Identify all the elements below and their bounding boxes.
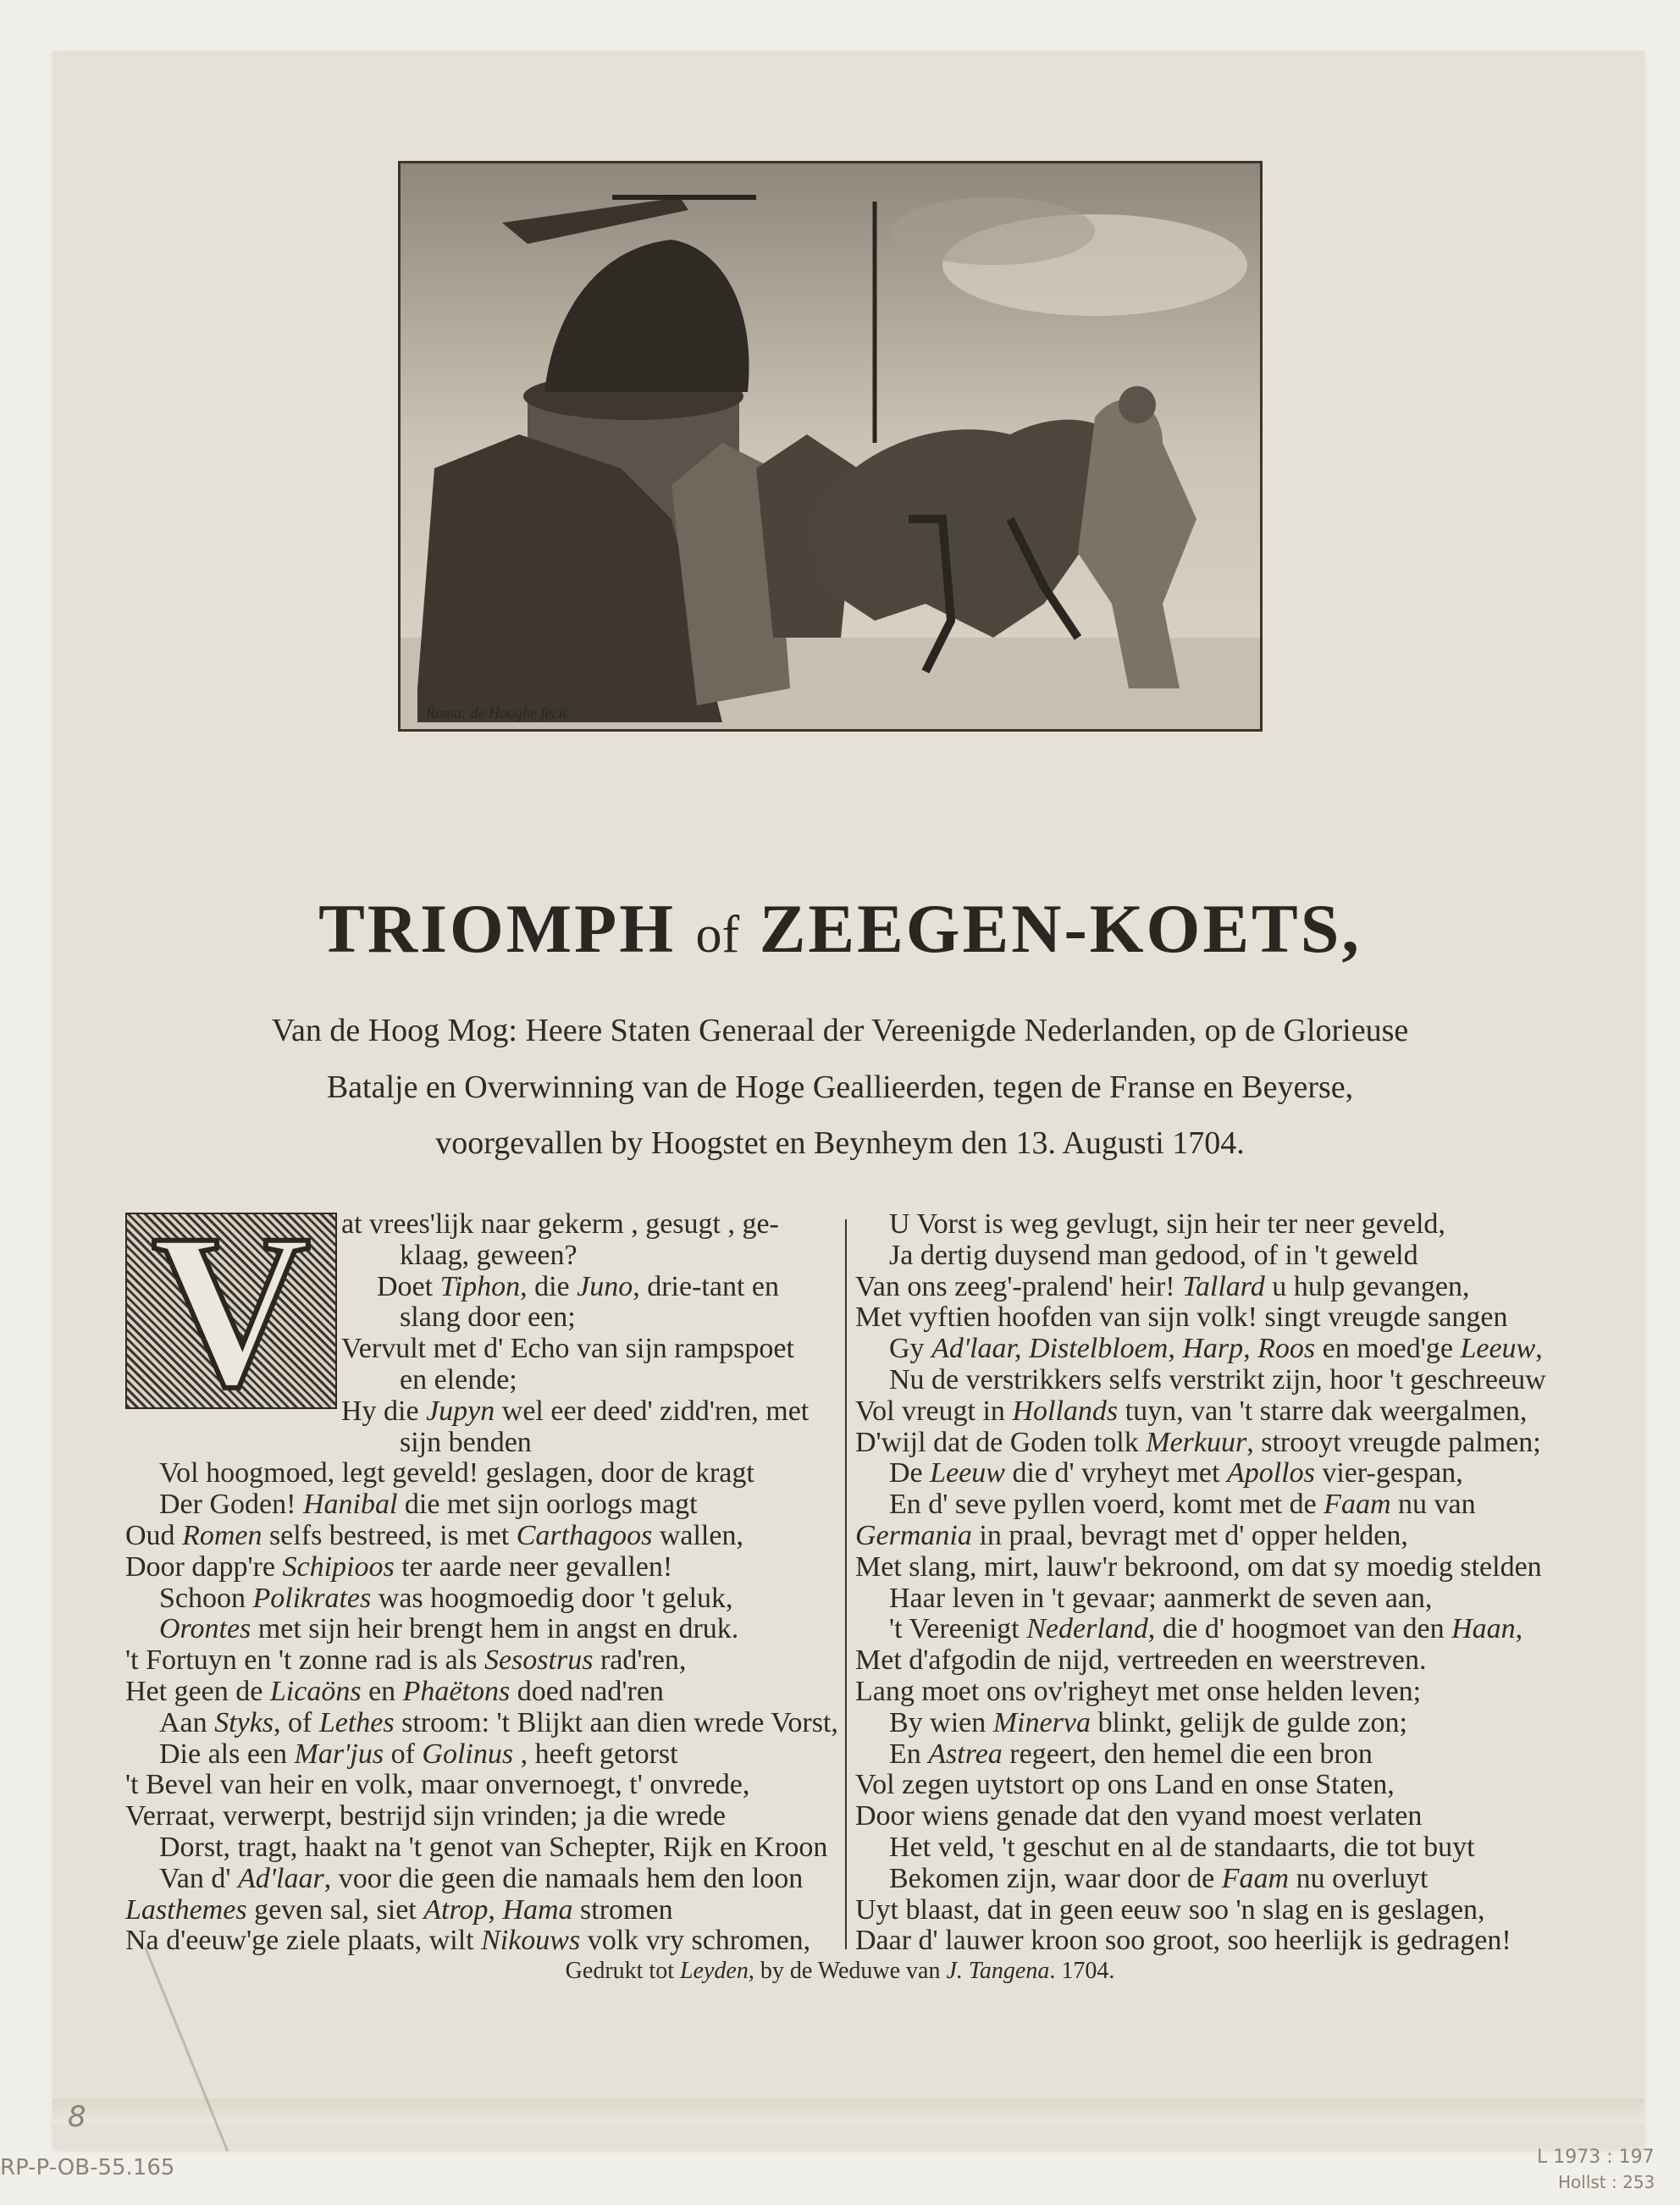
poem-line [125,1583,845,1615]
poem-text: Gy [889,1333,932,1365]
poem-text: Daar d' lauwer kroon soo groot, soo heerlijk is gedragen! [855,1925,1511,1957]
poem-name-italic: Polikrates [252,1582,372,1614]
poem-text: U Vorst is weg gevlugt, sijn heir ter neer geveld, [889,1208,1445,1240]
poem-line [855,1708,1575,1739]
poem-name-italic: Carthagoos [516,1519,653,1551]
poem-line [125,1895,845,1926]
poem-line [125,1614,845,1645]
poem-text: geven sal, siet [246,1893,424,1926]
pencil-mark: 8 [68,2100,86,2134]
poem-text: By wien [889,1706,993,1738]
column-divider [845,1219,847,1949]
poem-text: wel eer deed' zidd'ren, met [495,1395,810,1427]
poem-text: en moed'ge [1315,1333,1461,1365]
poem-line [125,1801,845,1832]
poem-name-italic: Schipioos [282,1550,395,1583]
poem-line [125,1365,845,1396]
poem-text: , of [274,1706,319,1738]
poem-name-italic: Golinus [422,1738,514,1770]
poem-text: Door dapp're [125,1550,283,1583]
poem-text: Lang moet ons ov'righeyt met onse helden leven; [855,1675,1422,1707]
poem-line [855,1272,1575,1303]
poem-text: blinkt, gelijk de gulde zon; [1090,1706,1407,1738]
poem-text: tuyn, van 't starre dak weergalmen, [1118,1395,1528,1427]
poem-line [125,1302,845,1334]
poem-line [855,1832,1575,1864]
imprint [0,1958,1680,1985]
engraving-triumphal-chariot [398,161,1263,732]
poem-line [125,1677,845,1708]
poem-line [855,1428,1575,1459]
poem-line [125,1832,845,1864]
poem-text: en [361,1675,403,1707]
poem-name-italic: Leeuw [930,1457,1005,1489]
poem-text: doed nad'ren [510,1675,664,1707]
poem-text: rad'ren, [593,1644,687,1677]
poem-text: En d' seve pyllen voerd, komt met de [889,1489,1324,1521]
subtitle-line: Batalje en Overwinning van de Hoge Geallieerden, tegen de Franse en Beyerse, [326,1069,1354,1105]
poem-text: Met d'afgodin de nijd, vertreeden en weerstreven. [855,1644,1427,1677]
poem-name-italic: Licaöns [269,1675,362,1707]
poem-text: , [488,1893,503,1926]
poem-text: at vrees'lijk naar gekerm , gesugt , ge- [341,1208,779,1240]
poem-name-italic: Apollos [1226,1457,1315,1489]
poem-text: 't Vereenigt [889,1613,1027,1645]
poem-text: nu van [1390,1489,1476,1521]
poem-text: , die d' hoogmoet van den [1147,1613,1452,1645]
poem-line [125,1770,845,1801]
poem-line [125,1864,845,1895]
poem-line [855,1739,1575,1771]
poem-line [125,1926,845,1957]
engraver-signature: Roma: de Hooghe fecit [426,705,567,721]
poem-line [855,1489,1575,1521]
poem-text: Bekomen zijn, waar door de [889,1862,1222,1894]
poem-text: was hoogmoedig door 't geluk, [371,1582,733,1614]
poem-text: , heeft getorst [513,1738,678,1770]
poem-column-left [125,1189,845,1957]
poem-text: Der Goden! [159,1489,303,1521]
poem-name-italic: Mar'jus [294,1738,384,1770]
poem-text: in praal, bevragt met d' opper helden, [971,1519,1408,1551]
inventory-note: Hollst : 253 [1558,2172,1655,2192]
poem-text: Vol zegen uytstort op ons Land en onse Staten, [855,1769,1395,1801]
poem-name-italic: Leeuw [1460,1333,1536,1365]
poem-text: ter aarde neer gevallen! [394,1550,673,1583]
poem-text: Dorst, tragt, haakt na 't genot van Schepter, Rijk en Kroon [159,1831,828,1863]
poem-line [855,1365,1575,1396]
poem-line [125,1708,845,1739]
subtitle-line: voorgevallen by Hoogstet en Beynheym den 13. Augusti 1704. [435,1125,1245,1161]
poem-line [125,1241,845,1272]
poem-line [855,1209,1575,1241]
poem-text: of [384,1738,423,1770]
poem-line [855,1614,1575,1645]
poem-text: klaag, geween? [400,1239,578,1271]
poem-line [855,1302,1575,1334]
poem-text: 't Bevel van heir en volk, maar onvernoegt, t' onvrede, [125,1769,750,1801]
poem-text: Met slang, mirt, lauw'r bekroond, om dat sy moedig stelden [855,1550,1542,1583]
poem-line [855,1677,1575,1708]
poem-text: volk vry schromen, [580,1925,811,1957]
poem-name-italic: Jupyn [426,1395,495,1427]
poem-text: Na d'eeuw'ge ziele plaats, wilt [125,1925,482,1957]
poem-name-italic: Nederland [1026,1613,1148,1645]
poem-name-italic: Nikouws [481,1925,581,1957]
poem-text: En [889,1738,929,1770]
imprint-year: . 1704. [1049,1958,1115,1984]
poem-name-italic: Faam [1221,1862,1290,1894]
poem-line [125,1272,845,1303]
poem-name-italic: Hanibal [302,1489,398,1521]
poem-text: 't Fortuyn en 't zonne rad is als [125,1644,484,1677]
poem-name-italic: Lethes [318,1706,395,1738]
poem-name-italic: Sesostrus [484,1644,594,1677]
poem-text: die met sijn oorlogs magt [397,1489,698,1521]
poem-text: Ja dertig duysend man gedood, of in 't geweld [889,1239,1418,1271]
poem-text: u hulp gevangen, [1264,1270,1470,1302]
poem-name-italic: Hama [502,1893,573,1926]
inventory-note: L 1973 : 197 [1537,2147,1655,2168]
poem-line [855,1895,1575,1926]
poem-name-italic: Romen [182,1519,262,1551]
poem-name-italic: Lasthemes [125,1893,247,1926]
poem-text: Vol vreugt in [855,1395,1013,1427]
poem-text: regeert, den hemel die een bron [1002,1738,1373,1770]
imprint-text: Gedrukt tot [565,1958,680,1984]
poem-name-italic: Minerva [992,1706,1091,1738]
poem-name-italic: Ad'laar [238,1862,324,1894]
poem-name-italic: Merkuur [1146,1426,1247,1458]
poem-line [855,1583,1575,1615]
poem-text: Door wiens genade dat den vyand moest verlaten [855,1800,1423,1832]
title-word: TRIOMPH [318,890,677,967]
poem-text: sijn benden [400,1426,532,1458]
poem-name-italic: Styks [214,1706,274,1738]
poem-name-italic: Astrea [928,1738,1003,1770]
poem-name-italic: Faam [1324,1489,1391,1521]
poem-text: stromen [572,1893,673,1926]
poem-name-italic: Tallard [1182,1270,1265,1302]
title-word: ZEEGEN-KOETS, [759,890,1362,967]
subtitle-line: Van de Hoog Mog: Heere Staten Generaal der Vereenigde Nederlanden, op de Glorieuse [271,1013,1409,1048]
poem-text: Haar leven in 't gevaar; aanmerkt de seven aan, [889,1582,1433,1614]
poem-name-italic: Hollands [1012,1395,1119,1427]
poem-text: Doet [377,1270,440,1302]
poem-name-italic: Ad'laar, Distelbloem, Harp, Roos [931,1333,1316,1365]
poem-text: , voor die geen die namaals hem den loon [323,1862,804,1894]
poem-text: Van d' [159,1862,239,1894]
poem-line [855,1521,1575,1552]
page-title [0,889,1680,969]
poem-text: Aan [159,1706,215,1738]
poem-text: Die als een [159,1738,295,1770]
poem-text: die d' vryheyt met [1004,1457,1227,1489]
poem-text: Vervult met d' Echo van sijn rampspoet [341,1333,794,1365]
imprint-text: , by de Weduwe van [748,1958,947,1984]
poem-name-italic: Atrop [423,1893,489,1926]
paper-fold [52,2098,1644,2124]
poem-text: Nu de verstrikkers selfs verstrikt zijn, hoor 't geschreeuw [889,1363,1546,1395]
poem-name-italic: Haan [1451,1613,1516,1645]
poem-line [125,1334,845,1365]
poem-text: Van ons zeeg'-pralend' heir! [855,1270,1183,1302]
poem-text: Het geen de [125,1675,270,1707]
poem-line [125,1552,845,1583]
poem-line [855,1396,1575,1428]
poem-text: , strooyt vreugde palmen; [1246,1426,1541,1458]
initial-letter: V [152,1189,311,1433]
poem-text: D'wijl dat de Goden tolk [855,1426,1147,1458]
title-word: of [695,906,740,964]
inventory-number: RP-P-OB-55.165 [0,2155,175,2180]
poem-line [125,1645,845,1677]
poem-text: met sijn heir brengt hem in angst en druk. [251,1613,739,1645]
poem-text: stroom: 't Blijkt aan dien wrede Vorst, [394,1706,838,1738]
poem-text: Oud [125,1519,183,1551]
poem-text: , [1515,1613,1523,1645]
poem-line [125,1458,845,1489]
poem-name-italic: Tiphon [439,1270,521,1302]
poem-line [855,1458,1575,1489]
poem-line [855,1926,1575,1957]
poem-name-italic: Orontes [159,1613,251,1645]
imprint-printer: J. Tangena [946,1958,1050,1984]
poem-line [855,1770,1575,1801]
poem-line [125,1521,845,1552]
poem-text: wallen, [652,1519,743,1551]
poem-text: Uyt blaast, dat in geen eeuw soo 'n slag en is geslagen, [855,1893,1485,1926]
poem-text: , drie-tant en [633,1270,779,1302]
poem-text: Hy die [341,1395,427,1427]
poem-line [125,1489,845,1521]
poem-line [125,1739,845,1771]
poem-line [855,1552,1575,1583]
poem-line [125,1396,845,1428]
poem-text: Vol hoogmoed, legt geveld! geslagen, door de kragt [159,1457,754,1489]
poem-name-italic: Germania [855,1519,972,1551]
poem-text: , die [520,1270,578,1302]
poem-line [125,1428,845,1459]
poem-text: Het veld, 't geschut en al de standaarts, die tot buyt [889,1831,1475,1863]
poem-text: Met vyftien hoofden van sijn volk! singt vreugde sangen [855,1301,1508,1334]
poem-text: De [889,1457,931,1489]
poem-line [855,1645,1575,1677]
poem-text: slang door een; [400,1301,576,1334]
poem-line [855,1801,1575,1832]
poem-line [855,1864,1575,1895]
poem-text: Schoon [159,1582,253,1614]
poem-name-italic: Phaëtons [402,1675,511,1707]
poem-name-italic: Juno [577,1270,633,1302]
poem-line [855,1241,1575,1272]
poem-text: en elende; [400,1363,517,1395]
poem-text: Verraat, verwerpt, bestrijd sijn vrinden; ja die wrede [125,1800,727,1832]
poem-line [125,1209,845,1241]
imprint-place: Leyden [679,1958,749,1984]
poem-column-right [855,1209,1575,1957]
poem-text: , [1535,1333,1543,1365]
poem-text: selfs bestreed, is met [262,1519,517,1551]
poem-line [855,1334,1575,1365]
poem-text: vier-gespan, [1314,1457,1463,1489]
poem-text: nu overluyt [1289,1862,1429,1894]
